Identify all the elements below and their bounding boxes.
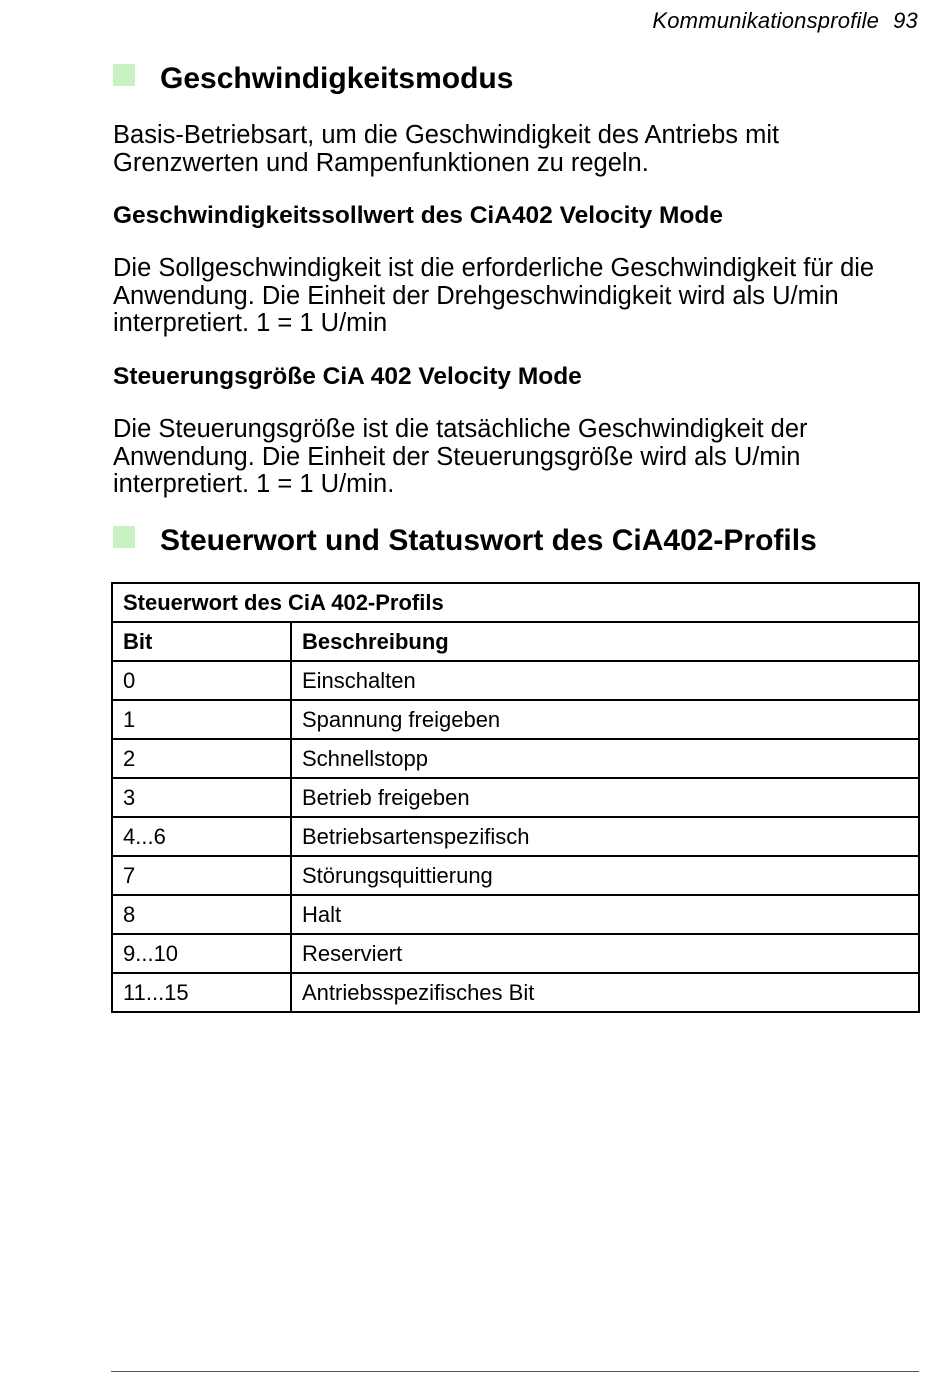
description-cell: Antriebsspezifisches Bit bbox=[291, 973, 919, 1012]
sollwert-paragraph: Die Sollgeschwindigkeit ist die erforderliche Geschwindigkeit für die Anwendung. Die Einheit der Drehgeschwindigkeit wird als U/min interpretiert. 1 = 1 U/min bbox=[113, 254, 875, 337]
section-heading-text: Geschwindigkeitsmodus bbox=[160, 62, 514, 95]
bit-cell: 4...6 bbox=[112, 817, 291, 856]
description-cell: Störungsquittierung bbox=[291, 856, 919, 895]
header-section-title: Kommunikationsprofile bbox=[652, 8, 880, 33]
running-header bbox=[652, 8, 918, 34]
table-row bbox=[112, 661, 919, 700]
bit-cell: 2 bbox=[112, 739, 291, 778]
table-caption: Steuerwort des CiA 402-Profils bbox=[112, 583, 919, 622]
subheading-sollwert: Geschwindigkeitssollwert des CiA402 Velocity Mode bbox=[113, 202, 723, 229]
heading-bullet-icon bbox=[113, 64, 135, 86]
table-row bbox=[112, 739, 919, 778]
section-heading-geschwindigkeitsmodus bbox=[113, 62, 513, 96]
description-cell: Spannung freigeben bbox=[291, 700, 919, 739]
table-row bbox=[112, 934, 919, 973]
bit-cell: 1 bbox=[112, 700, 291, 739]
table-row bbox=[112, 973, 919, 1012]
heading-bullet-icon bbox=[113, 526, 135, 548]
table-caption-row bbox=[112, 583, 919, 622]
table-row bbox=[112, 778, 919, 817]
description-cell: Halt bbox=[291, 895, 919, 934]
bit-cell: 0 bbox=[112, 661, 291, 700]
description-cell: Reserviert bbox=[291, 934, 919, 973]
description-cell: Einschalten bbox=[291, 661, 919, 700]
bit-cell: 8 bbox=[112, 895, 291, 934]
page-number: 93 bbox=[893, 8, 918, 33]
table-row bbox=[112, 856, 919, 895]
steuerwort-table bbox=[111, 582, 920, 1013]
table-row bbox=[112, 700, 919, 739]
description-cell: Betriebsartenspezifisch bbox=[291, 817, 919, 856]
subheading-steuerungsgroesse: Steuerungsgröße CiA 402 Velocity Mode bbox=[113, 363, 582, 390]
column-header-beschreibung: Beschreibung bbox=[291, 622, 919, 661]
steuerungsgroesse-paragraph: Die Steuerungsgröße ist die tatsächliche Geschwindigkeit der Anwendung. Die Einheit der Steuerungsgröße wird als U/min interpretiert. 1 = 1 U/min. bbox=[113, 415, 808, 498]
footer-divider bbox=[111, 1371, 919, 1372]
description-cell: Schnellstopp bbox=[291, 739, 919, 778]
bit-cell: 7 bbox=[112, 856, 291, 895]
description-cell: Betrieb freigeben bbox=[291, 778, 919, 817]
bit-cell: 3 bbox=[112, 778, 291, 817]
table-header-row bbox=[112, 622, 919, 661]
table-row bbox=[112, 895, 919, 934]
section-heading-text: Steuerwort und Statuswort des CiA402-Profils bbox=[160, 524, 817, 557]
bit-cell: 9...10 bbox=[112, 934, 291, 973]
column-header-bit: Bit bbox=[112, 622, 291, 661]
table-row bbox=[112, 817, 919, 856]
intro-paragraph: Basis-Betriebsart, um die Geschwindigkeit des Antriebs mit Grenzwerten und Rampenfunktionen zu regeln. bbox=[113, 121, 780, 177]
bit-cell: 11...15 bbox=[112, 973, 291, 1012]
section-heading-steuerwort bbox=[113, 524, 817, 558]
